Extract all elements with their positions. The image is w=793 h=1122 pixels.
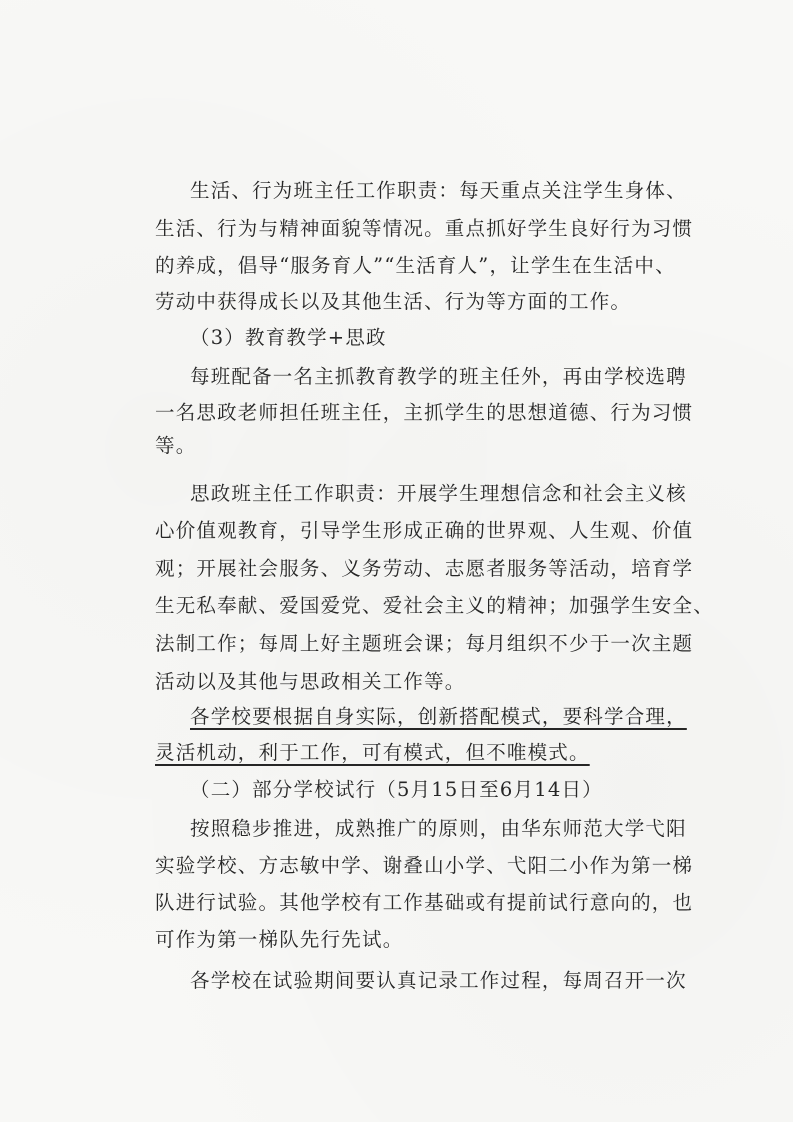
paragraph-line: 生无私奉献、爱国爱党、爱社会主义的精神；加强学生安全、: [155, 594, 714, 617]
emphasis-line: 灵活机动，利于工作，可有模式，但不唯模式。: [155, 741, 590, 764]
paragraph-line: 可作为第一梯队先行先试。: [155, 928, 404, 951]
emphasis-line: 各学校要根据自身实际，创新搭配模式，要科学合理，: [190, 705, 687, 728]
paragraph-line: 等。: [155, 434, 197, 457]
paragraph-line: 思政班主任工作职责：开展学生理想信念和社会主义核: [190, 482, 687, 505]
paragraph-line: 的养成，倡导“服务育人”“生活育人”，让学生在生活中、: [155, 254, 676, 277]
paragraph-line: 生活、行为班主任工作职责：每天重点关注学生身体、: [190, 179, 687, 202]
paragraph-line: 劳动中获得成长以及其他生活、行为等方面的工作。: [155, 290, 632, 313]
paragraph-line: 观；开展社会服务、义务劳动、志愿者服务等活动，培育学: [155, 557, 694, 580]
paragraph-line: 各学校在试验期间要认真记录工作过程，每周召开一次: [190, 969, 687, 992]
paragraph-line: 一名思政老师担任班主任，主抓学生的思想道德、行为习惯: [155, 401, 694, 424]
paragraph-line: 实验学校、方志敏中学、谢叠山小学、弋阳二小作为第一梯: [155, 854, 694, 877]
paragraph-line: 队进行试验。其他学校有工作基础或有提前试行意向的，也: [155, 891, 694, 914]
paragraph-line: 生活、行为与精神面貌等情况。重点抓好学生良好行为习惯: [155, 217, 694, 240]
paragraph-line: 按照稳步推进，成熟推广的原则，由华东师范大学弋阳: [190, 817, 687, 840]
section-heading: （3）教育教学+思政: [190, 326, 387, 349]
paragraph-line: 每班配备一名主抓教育教学的班主任外，再由学校选聘: [190, 365, 687, 388]
paragraph-line: 活动以及其他与思政相关工作等。: [155, 670, 466, 693]
section-heading: （二）部分学校试行（5月15日至6月14日）: [190, 778, 603, 801]
paragraph-line: 法制工作；每周上好主题班会课；每月组织不少于一次主题: [155, 632, 694, 655]
paragraph-line: 心价值观教育，引导学生形成正确的世界观、人生观、价值: [155, 519, 694, 542]
